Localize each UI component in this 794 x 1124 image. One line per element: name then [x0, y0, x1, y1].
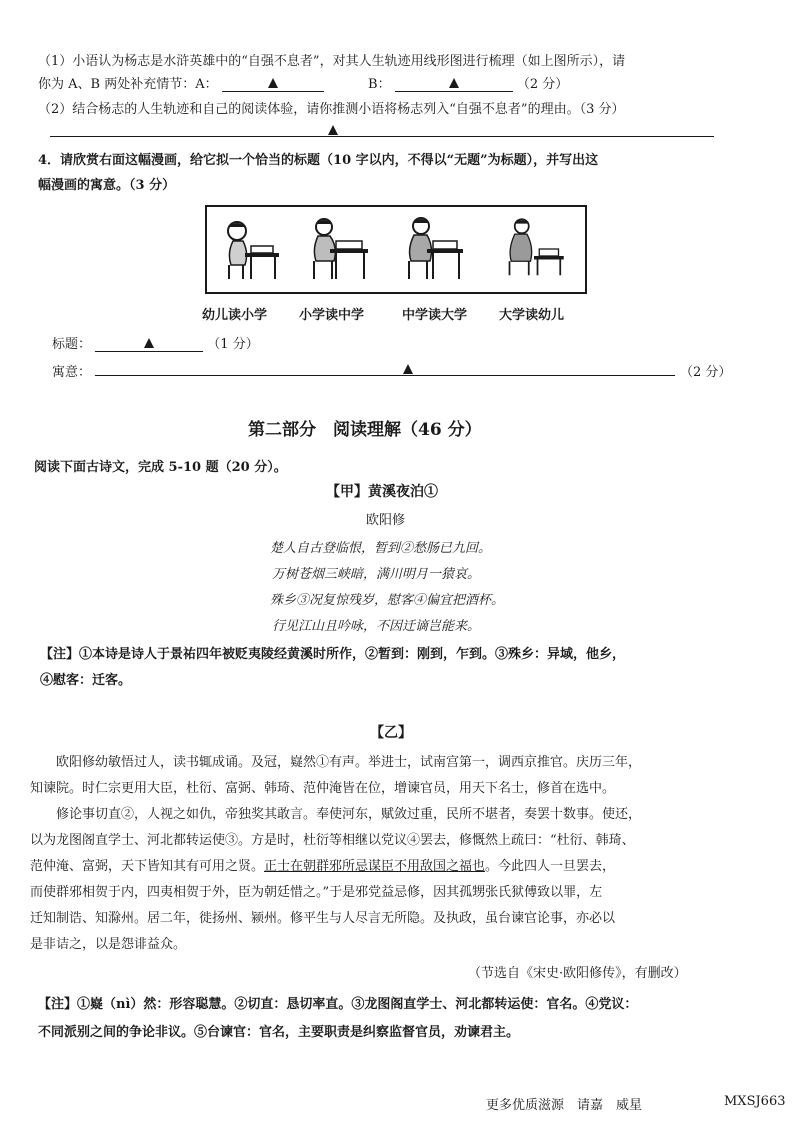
poem-title: 【甲】黄溪夜泊①: [326, 484, 438, 500]
q3-part2: （2）结合杨志的人生轨迹和自己的阅读体验，请你推测小语将杨志列入“自强不息者”的理由。（3 分）: [38, 102, 625, 117]
triangle-marker-icon: [144, 338, 154, 348]
poem-line-1: 楚人自古登临恨，暂到②愁肠已九回。: [270, 541, 492, 556]
triangle-marker-icon: [449, 78, 459, 88]
prose-source: （节选自《宋史·欧阳修传》，有删改）: [468, 966, 687, 981]
cartoon-caption-4: 大学读幼儿: [499, 308, 565, 323]
cartoon-caption-2: 小学读中学: [299, 308, 365, 323]
poem-line-4: 行见江山且吟咏，不因迁谪岂能来。: [272, 619, 481, 634]
footer-code: MXSJ663: [724, 1094, 786, 1109]
poem-note-line-1: 【注】①本诗是诗人于景祐四年被贬夷陵经黄溪时所作，②暂到：刚到，乍到。③殊乡：异域，他乡，: [40, 647, 626, 662]
cartoon-image: [205, 205, 587, 294]
cartoon-caption-1: 幼儿读小学: [202, 308, 268, 323]
poem-line-2: 万树苍烟三峡暗，满川明月一猿哀。: [272, 567, 481, 582]
prose-p2-line6: 是非诘之，以是怨诽益众。: [30, 937, 187, 952]
cartoon-figure-adult-icon: [499, 213, 569, 285]
q3-part1-line2: [38, 73, 568, 92]
q3-part1-line2-b-label: B：: [368, 77, 391, 92]
poem-note-line-2: ④慰客：迁客。: [40, 673, 132, 688]
cartoon-figure-child-icon: [215, 213, 285, 285]
prose-p2-line3-c: 。今此四人一旦罢去，: [485, 859, 616, 874]
prose-note-line-2: 不同派别之间的争论非议。⑤台谏官：官名，主要职责是纠察监督官员，劝谏君主。: [38, 1025, 520, 1040]
q4-line2: 幅漫画的寓意。（3 分）: [38, 178, 176, 193]
prose-p1-line1: 欧阳修幼敏悟过人，读书辄成诵。及冠，嶷然①有声。举进士，试南宫第一，调西京推官。庆历三年，: [56, 755, 642, 770]
prose-p2-line4: 而使群邪相贺于内，四夷相贺于外，臣为朝廷惜之。”于是邪党益忌修，因其孤甥张氏狱傅致以罪，左: [30, 885, 603, 900]
cartoon-figure-pupil-icon: [302, 213, 372, 285]
title-answer-blank[interactable]: [95, 337, 203, 352]
cartoon-figure-student-icon: [397, 213, 467, 285]
title-score: （1 分）: [207, 337, 259, 352]
prose-p2-line3: [30, 855, 615, 874]
prose-p2-line1: 修论事切直②，人视之如仇，帝独奖其敢言。奉使河东，赋敛过重，民所不堪者，奏罢十数事。使还，: [56, 807, 642, 822]
q3-part1-score: （2 分）: [516, 77, 569, 92]
part2-instruction: 阅读下面古诗文，完成 5-10 题（20 分）。: [34, 460, 287, 475]
title-row: [52, 333, 259, 352]
answer-line-q3-part2[interactable]: [50, 136, 714, 137]
meaning-answer-line[interactable]: [95, 375, 675, 376]
q3-part1-line1: （1）小语认为杨志是水浒英雄中的“自强不息者”，对其人生轨迹用线形图进行梳理（如上图所示），请: [38, 54, 626, 69]
answer-blank-b[interactable]: [395, 77, 513, 92]
poem-author: 欧阳修: [366, 513, 406, 528]
prose-note-line-1: 【注】①嶷（nì）然：形容聪慧。②切直：恳切率直。③龙图阁直学士、河北都转运使：官名。④党议：: [38, 997, 638, 1012]
answer-blank-a[interactable]: [222, 77, 324, 92]
prose-p2-line3-a: 范仲淹、富弼，天下皆知其有可用之贤。: [30, 859, 265, 874]
triangle-marker-icon: [268, 78, 278, 88]
q4-line1: 4．请欣赏右面这幅漫画，给它拟一个恰当的标题（10 字以内，不得以“无题”为标题），并写出这: [38, 153, 599, 168]
prose-p1-line2: 知谏院。时仁宗更用大臣，杜衍、富弼、韩琦、范仲淹皆在位，增谏官员，用天下名士，修首在选中。: [30, 781, 616, 796]
poem-line-3: 殊乡③况复惊残岁，慰客④偏宜把酒杯。: [270, 593, 505, 608]
footer-text: 更多优质滋源 请嘉 威星: [486, 1098, 643, 1113]
prose-title: 【乙】: [370, 725, 412, 741]
triangle-marker-icon: [403, 364, 413, 374]
meaning-score: （2 分）: [680, 365, 732, 380]
underlined-sentence: 正士在朝群邪所忌谋臣不用敌国之福也: [264, 859, 486, 874]
cartoon-caption-3: 中学读大学: [402, 308, 468, 323]
part2-heading: 第二部分 阅读理解（46 分）: [248, 420, 482, 440]
triangle-marker-icon: [328, 125, 338, 135]
prose-p2-line5: 迁知制诰、知滁州。居二年，徙扬州、颍州。修平生与人尽言无所隐。及执政，虽台谏官论事，亦必以: [30, 911, 616, 926]
prose-p2-line2: 以为龙图阁直学士、河北都转运使③。方是时，杜衍等相继以党议④罢去，修慨然上疏曰：“杜衍、韩琦、: [30, 833, 635, 848]
meaning-label: 寓意：: [52, 365, 92, 380]
q3-part1-line2-a-label: 你为 A、B 两处补充情节：A：: [38, 77, 218, 92]
title-label: 标题：: [52, 337, 92, 352]
